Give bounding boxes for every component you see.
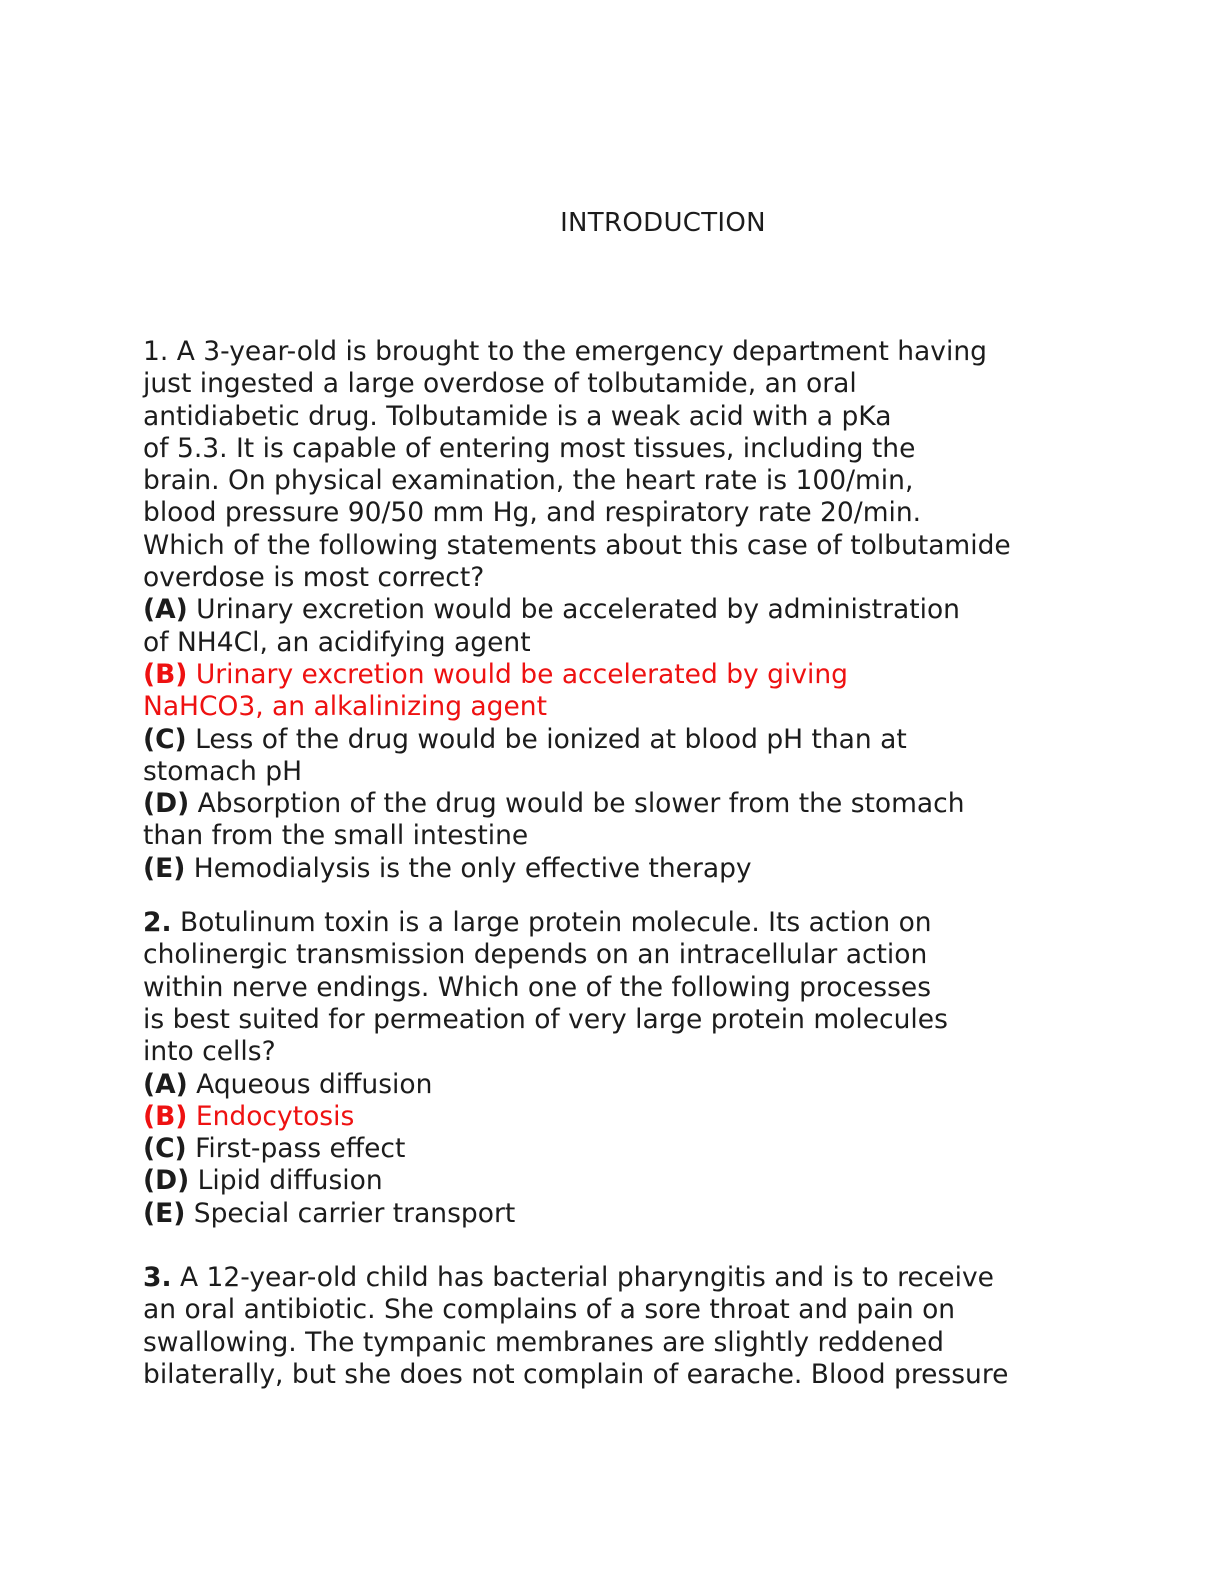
option-line: of NH4Cl, an acidifying agent bbox=[143, 626, 531, 658]
question-stem-line bbox=[143, 907, 1143, 939]
option-letter: (C) bbox=[143, 723, 187, 755]
question-stem-line: brain. On physical examination, the heart rate is 100/min, bbox=[143, 465, 914, 497]
option-line bbox=[143, 788, 1143, 820]
option-text: Lipid diffusion bbox=[197, 1165, 383, 1197]
option-text: Urinary excretion would be accelerated by administration bbox=[196, 594, 960, 626]
answer-option-b-correct bbox=[143, 659, 1143, 724]
question-spacer bbox=[143, 885, 1143, 907]
option-text: Absorption of the drug would be slower from the stomach bbox=[197, 788, 965, 820]
question-stem-line bbox=[143, 1262, 1143, 1294]
question-1-stem bbox=[143, 336, 1143, 594]
question-3 bbox=[143, 1262, 1143, 1391]
option-line: than from the small intestine bbox=[143, 820, 529, 852]
option-line bbox=[143, 1101, 1143, 1133]
option-line bbox=[143, 1133, 1143, 1165]
option-text: Aqueous diffusion bbox=[196, 1068, 433, 1100]
answer-option-d bbox=[143, 788, 1143, 853]
answer-option-c bbox=[143, 724, 1143, 789]
page-heading: INTRODUCTION bbox=[560, 208, 766, 238]
question-stem-text: Botulinum toxin is a large protein molecule. Its action on bbox=[179, 907, 932, 939]
option-text: First-pass effect bbox=[195, 1133, 406, 1165]
option-letter: (D) bbox=[143, 788, 190, 820]
answer-option-a bbox=[143, 1069, 1143, 1101]
question-stem-line: within nerve endings. Which one of the following processes bbox=[143, 971, 932, 1003]
question-stem-line: of 5.3. It is capable of entering most tissues, including the bbox=[143, 432, 916, 464]
option-letter: (B) bbox=[143, 658, 188, 690]
answer-option-c bbox=[143, 1133, 1143, 1165]
option-letter: (E) bbox=[143, 852, 186, 884]
question-stem-text: A 12-year-old child has bacterial pharyngitis and is to receive bbox=[179, 1262, 994, 1294]
option-text: Less of the drug would be ionized at blood pH than at bbox=[195, 723, 907, 755]
question-number: 2. bbox=[143, 907, 172, 939]
question-3-stem bbox=[143, 1262, 1143, 1391]
question-stem-line: blood pressure 90/50 mm Hg, and respiratory rate 20/min. bbox=[143, 497, 922, 529]
answer-option-e bbox=[143, 853, 1143, 885]
option-text: Hemodialysis is the only effective therapy bbox=[193, 852, 752, 884]
option-letter: (A) bbox=[143, 594, 188, 626]
option-letter: (D) bbox=[143, 1165, 190, 1197]
question-stem-line: just ingested a large overdose of tolbutamide, an oral bbox=[143, 368, 857, 400]
option-text: Special carrier transport bbox=[193, 1197, 516, 1229]
option-line bbox=[143, 1165, 1143, 1197]
answer-option-b-correct bbox=[143, 1101, 1143, 1133]
question-stem-line: swallowing. The tympanic membranes are slightly reddened bbox=[143, 1326, 944, 1358]
question-stem-line: into cells? bbox=[143, 1036, 276, 1068]
question-stem-line: an oral antibiotic. She complains of a sore throat and pain on bbox=[143, 1294, 956, 1326]
question-number: 3. bbox=[143, 1262, 172, 1294]
question-stem-line: cholinergic transmission depends on an intracellular action bbox=[143, 939, 928, 971]
answer-option-a bbox=[143, 594, 1143, 659]
question-stem-line: 1. A 3-year-old is brought to the emergency department having bbox=[143, 336, 987, 367]
option-letter: (E) bbox=[143, 1197, 186, 1229]
option-text: Urinary excretion would be accelerated by giving bbox=[195, 658, 849, 690]
question-stem-line: bilaterally, but she does not complain of earache. Blood pressure bbox=[143, 1358, 1009, 1390]
question-2-stem bbox=[143, 907, 1143, 1068]
option-line: NaHCO3, an alkalinizing agent bbox=[143, 691, 547, 723]
question-1 bbox=[143, 336, 1143, 885]
question-2 bbox=[143, 907, 1143, 1230]
option-letter: (B) bbox=[143, 1100, 188, 1132]
option-line bbox=[143, 594, 1143, 626]
question-stem-line: overdose is most correct? bbox=[143, 562, 485, 594]
option-line bbox=[143, 659, 1143, 691]
question-stem-line: Which of the following statements about this case of tolbutamide bbox=[143, 529, 1011, 561]
option-line: stomach pH bbox=[143, 755, 302, 787]
question-spacer bbox=[143, 1230, 1143, 1262]
answer-option-d bbox=[143, 1165, 1143, 1197]
document-body bbox=[143, 336, 1143, 1391]
option-line bbox=[143, 1198, 1143, 1230]
option-text: Endocytosis bbox=[195, 1100, 355, 1132]
option-letter: (C) bbox=[143, 1133, 187, 1165]
option-line bbox=[143, 1069, 1143, 1101]
answer-option-e bbox=[143, 1198, 1143, 1230]
option-letter: (A) bbox=[143, 1068, 188, 1100]
option-line bbox=[143, 724, 1143, 756]
question-stem-line: is best suited for permeation of very large protein molecules bbox=[143, 1003, 948, 1035]
option-line bbox=[143, 853, 1143, 885]
question-stem-line: antidiabetic drug. Tolbutamide is a weak acid with a pKa bbox=[143, 400, 892, 432]
